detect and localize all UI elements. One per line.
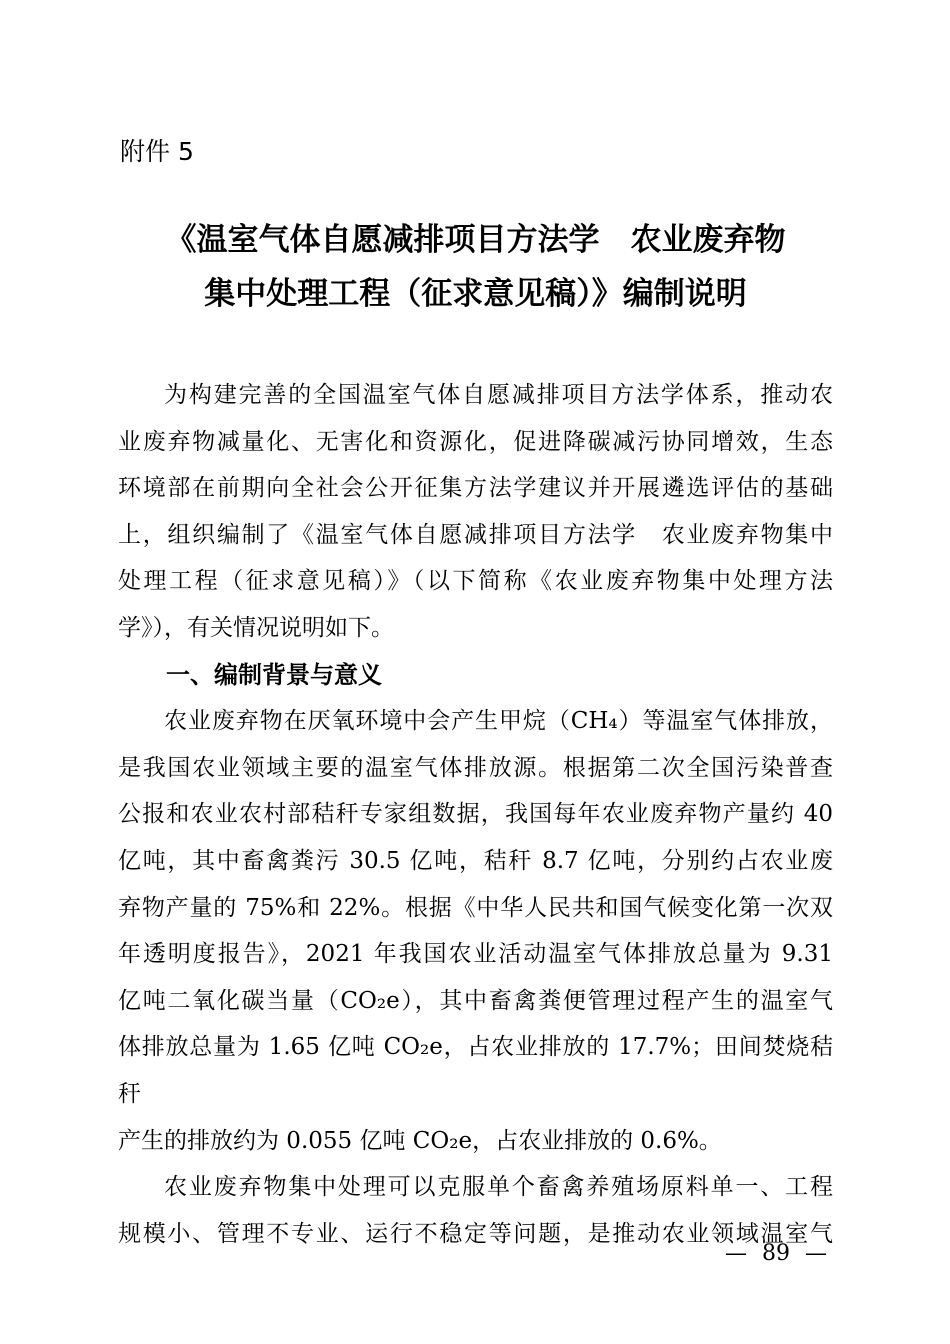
text-line: 规模小、管理不专业、运行不稳定等问题，是推动农业领域温室气 <box>118 1220 833 1247</box>
text-line: 上，组织编制了《温室气体自愿减排项目方法学 农业废弃物集中 <box>118 521 833 548</box>
text-line: 为构建完善的全国温室气体自愿减排项目方法学体系，推动农 <box>164 382 833 408</box>
text-line: 公报和农业农村部秸秆专家组数据，我国每年农业废弃物产量约 40 <box>118 801 833 828</box>
text-line: 是我国农业领域主要的温室气体排放源。根据第二次全国污染普查 <box>118 754 833 781</box>
attachment-label: 附件 5 <box>120 137 194 166</box>
page-number-value: 89 <box>762 1241 790 1266</box>
text-line: 体排放总量为 1.65 亿吨 CO₂e，占农业排放的 17.7%；田间焚烧秸秆 <box>118 1034 833 1107</box>
text-line: 农业废弃物在厌氧环境中会产生甲烷（CH₄）等温室气体排放， <box>164 708 833 735</box>
intro-paragraph <box>118 372 833 652</box>
text-line: 产生的排放约为 0.055 亿吨 CO₂e，占农业排放的 0.6%。 <box>118 1127 722 1154</box>
text-line: 业废弃物减量化、无害化和资源化，促进降碳减污协同增效，生态 <box>118 428 833 455</box>
text-line: 农业废弃物集中处理可以克服单个畜禽养殖场原料单一、工程 <box>164 1174 833 1201</box>
page-number <box>725 1242 827 1266</box>
document-body <box>118 372 833 1257</box>
section1-heading: 一、编制背景与意义 <box>166 660 382 689</box>
text-line: 亿吨，其中畜禽粪污 30.5 亿吨，秸秆 8.7 亿吨，分别约占农业废 <box>118 847 833 874</box>
document-title-line: 集中处理工程（征求意见稿）》编制说明 <box>204 276 747 312</box>
text-line: 年透明度报告》，2021 年我国农业活动温室气体排放总量为 9.31 <box>118 941 833 968</box>
text-line: 处理工程（征求意见稿）》（以下简称《农业废弃物集中处理方法 <box>118 568 833 595</box>
document-title-line: 《温室气体自愿减排项目方法学 农业废弃物 <box>165 222 786 258</box>
page-number-dash-left: — <box>725 1241 747 1266</box>
text-line: 亿吨二氧化碳当量（CO₂e），其中畜禽粪便管理过程产生的温室气 <box>118 987 833 1014</box>
document-title <box>118 213 833 321</box>
page-number-dash-right: — <box>805 1241 827 1266</box>
text-line: 环境部在前期向全社会公开征集方法学建议并开展遴选评估的基础 <box>118 475 833 502</box>
background-paragraph <box>118 698 833 1164</box>
text-line: 弃物产量的 75%和 22%。根据《中华人民共和国气候变化第一次双 <box>118 894 833 921</box>
text-line: 学》），有关情况说明如下。 <box>118 614 394 641</box>
